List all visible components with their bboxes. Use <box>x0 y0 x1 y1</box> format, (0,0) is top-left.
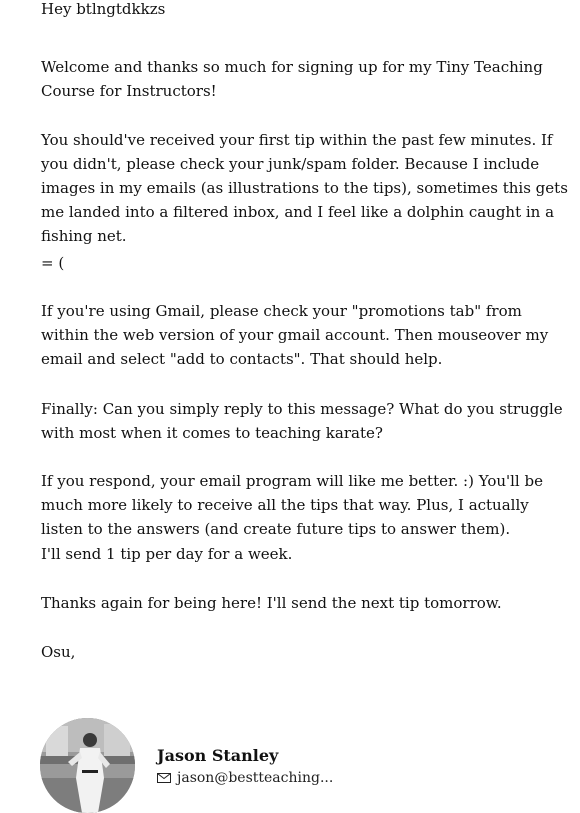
paragraph-finally: Finally: Can you simply reply to this message? What do you struggle with most when it comes to teaching karate? <box>41 400 563 442</box>
avatar <box>40 718 135 813</box>
signature-contact[interactable] <box>157 769 333 787</box>
paragraph-first-tip: You should've received your first tip within the past few minutes. If you didn't, please check your junk/spam folder. Because I include images in my emails (as illustrations to the tips), sometimes this gets me landed into a filtered inbox, and I feel like a dolphin caught in a fishing net. <box>41 131 568 245</box>
paragraph-respond: If you respond, your email program will like me better. :) You'll be much more likely to receive all the tips that way. Plus, I actually listen to the answers (and create future tips to answer them). <box>41 472 543 538</box>
paragraph-welcome: Welcome and thanks so much for signing up for my Tiny Teaching Course for Instructors! <box>41 58 543 100</box>
paragraph-thanks: Thanks again for being here! I'll send the next tip tomorrow. <box>41 594 502 612</box>
paragraph-gmail: If you're using Gmail, please check your "promotions tab" from within the web version of your gmail account. Then mouseover my email and select "add to contacts". That should help. <box>41 302 549 368</box>
signature-email[interactable]: jason@bestteaching... <box>177 770 334 786</box>
avatar-photo <box>40 718 135 813</box>
signature-name: Jason Stanley <box>157 746 279 765</box>
email-signature <box>40 718 560 798</box>
signoff: Osu, <box>41 643 76 661</box>
paragraph-per-day: I'll send 1 tip per day for a week. <box>41 545 293 563</box>
paragraph-sad-face: = ( <box>41 254 65 272</box>
mail-icon <box>157 773 171 783</box>
greeting: Hey btlngtdkkzs <box>41 0 166 18</box>
